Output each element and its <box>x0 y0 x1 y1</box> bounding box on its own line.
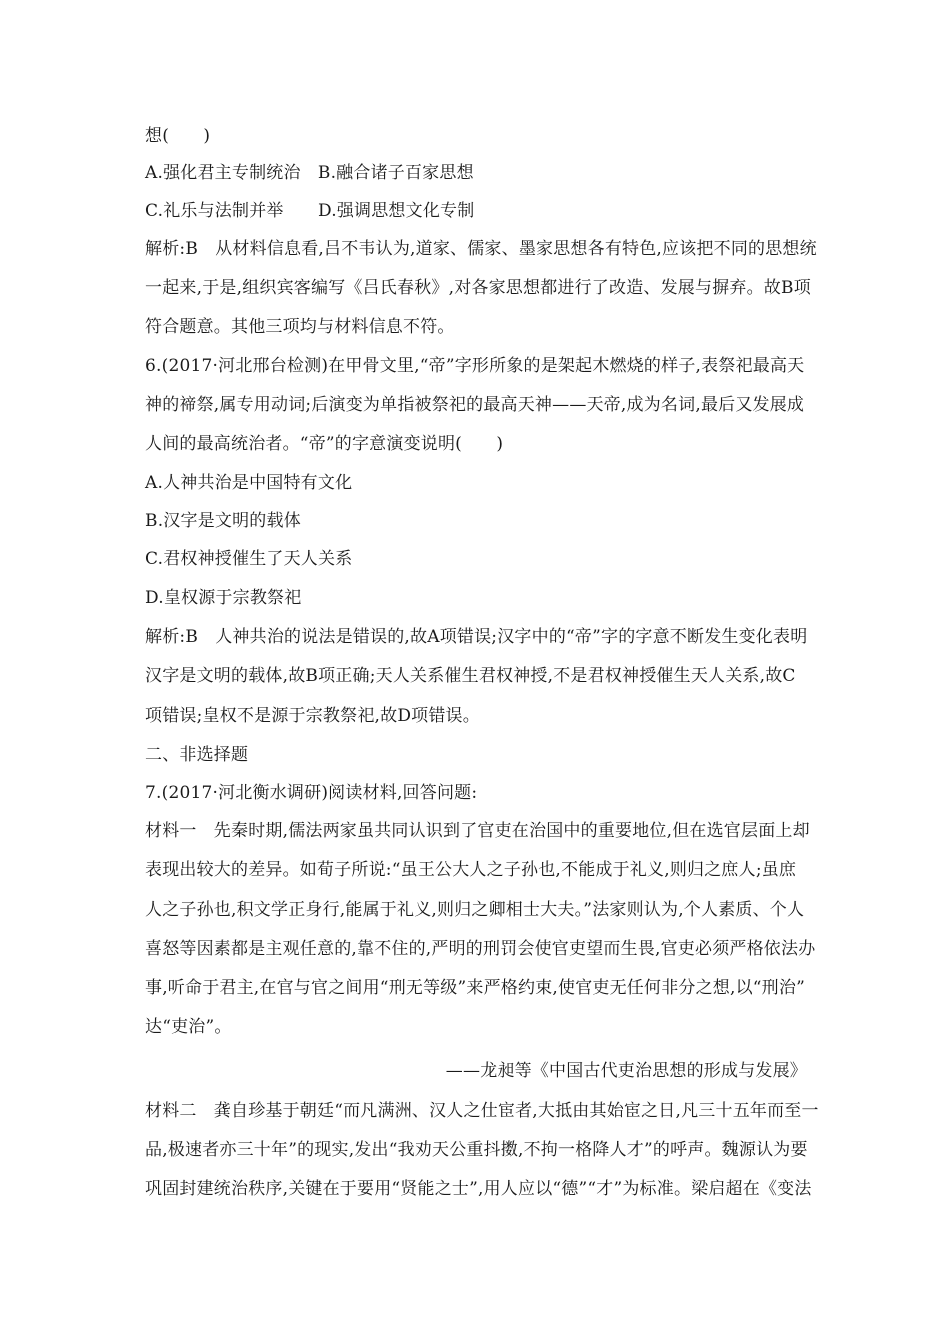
question-stem-end: 想( ) <box>145 126 211 146</box>
question-6-line-1: 6.(2017·河北邢台检测)在甲骨文里,“帝”字形所象的是架起木燃烧的样子,表祭祀最高天 <box>145 356 805 376</box>
option-d: D.皇权源于宗教祭祀 <box>145 588 302 608</box>
analysis-line-1: 解析:B 从材料信息看,吕不韦认为,道家、儒家、墨家思想各有特色,应该把不同的思想统 <box>145 239 817 259</box>
question-6-line-2: 神的禘祭,属专用动词;后演变为单指被祭祀的最高天神——天帝,成为名词,最后又发展成 <box>145 395 805 415</box>
analysis-6-line-3: 项错误;皇权不是源于宗教祭祀,故D项错误。 <box>145 706 480 726</box>
material-1-line-4: 喜怒等因素都是主观任意的,靠不住的,严明的刑罚会使官吏望而生畏,官吏必须严格依法办 <box>145 939 816 959</box>
question-7-stem: 7.(2017·河北衡水调研)阅读材料,回答问题: <box>145 783 478 803</box>
option-c: C.君权神授催生了天人关系 <box>145 549 353 569</box>
option-a: A.人神共治是中国特有文化 <box>145 473 353 493</box>
material-2-line-2: 品,极速者亦三十年”的现实,发出“我劝天公重抖擞,不拘一格降人才”的呼声。魏源认为要 <box>145 1140 808 1160</box>
material-1-line-2: 表现出较大的差异。如荀子所说:“虽王公大人之子孙也,不能成于礼义,则归之庶人;虽庶 <box>145 860 797 880</box>
material-1-line-5: 事,听命于君主,在官与官之间用“刑无等级”来严格约束,使官吏无任何非分之想,以“刑治” <box>145 978 805 998</box>
question-6-line-3: 人间的最高统治者。“帝”的字意演变说明( ) <box>145 434 504 454</box>
option-row-ab: A.强化君主专制统治 B.融合诸子百家思想 <box>145 163 474 183</box>
analysis-6-line-1: 解析:B 人神共治的说法是错误的,故A项错误;汉字中的“帝”字的字意不断发生变化表明 <box>145 627 808 647</box>
analysis-line-3: 符合题意。其他三项均与材料信息不符。 <box>145 317 455 337</box>
material-1-source: ——龙昶等《中国古代吏治思想的形成与发展》 <box>445 1061 807 1081</box>
material-1-line-6: 达“吏治”。 <box>145 1017 232 1037</box>
option-b: B.汉字是文明的载体 <box>145 511 301 531</box>
section-heading: 二、非选择题 <box>145 745 249 765</box>
option-row-cd: C.礼乐与法制并举 D.强调思想文化专制 <box>145 201 475 221</box>
material-2-line-3: 巩固封建统治秩序,关键在于要用“贤能之士”,用人应以“德”“才”为标准。梁启超在《变法 <box>145 1179 812 1199</box>
analysis-line-2: 一起来,于是,组织宾客编写《吕氏春秋》,对各家思想都进行了改造、发展与摒弃。故B项 <box>145 278 811 298</box>
material-2-line-1: 材料二 龚自珍基于朝廷“而凡满洲、汉人之仕宦者,大抵由其始宦之日,凡三十五年而至一 <box>145 1101 819 1121</box>
material-1-line-3: 人之子孙也,积文学正身行,能属于礼义,则归之卿相士大夫。”法家则认为,个人素质、个人 <box>145 900 805 920</box>
material-1-line-1: 材料一 先秦时期,儒法两家虽共同认识到了官吏在治国中的重要地位,但在选官层面上却 <box>145 821 810 841</box>
analysis-6-line-2: 汉字是文明的载体,故B项正确;天人关系催生君权神授,不是君权神授催生天人关系,故C <box>145 666 796 686</box>
